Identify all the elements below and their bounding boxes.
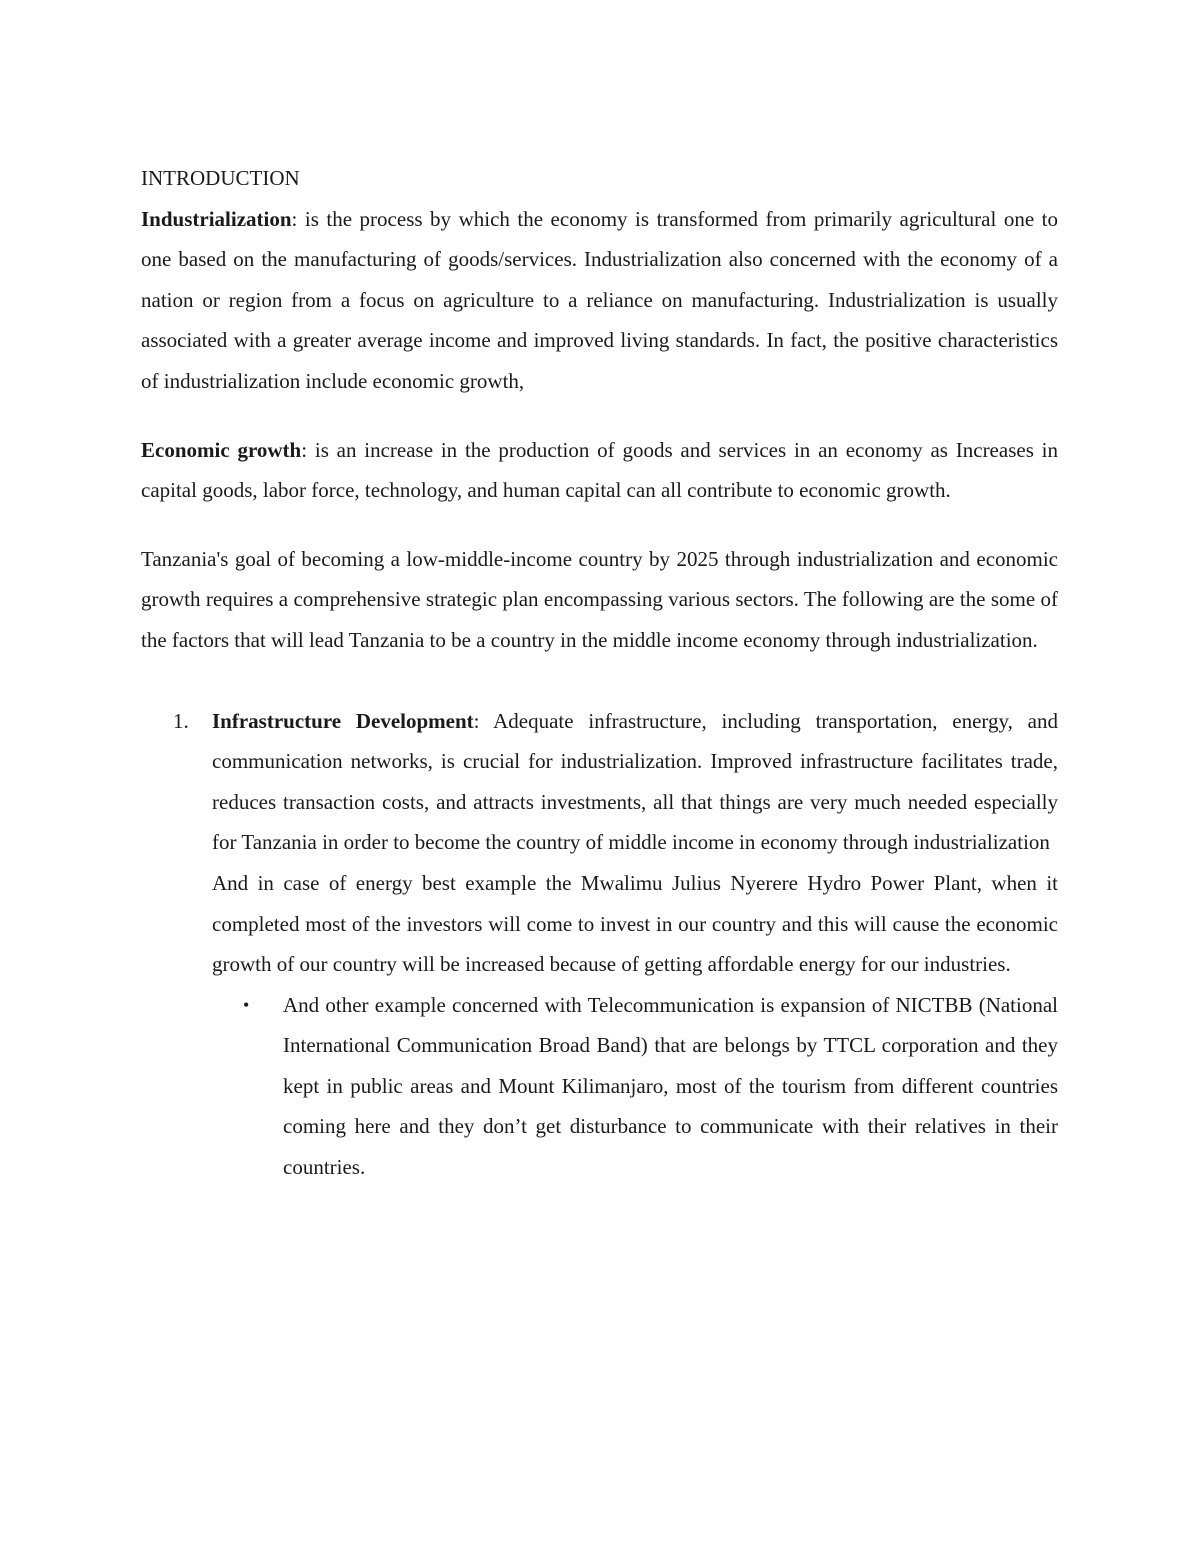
economic-growth-term: Economic growth <box>141 437 302 462</box>
energy-example-paragraph: And in case of energy best example the Mwalimu Julius Nyerere Hydro Power Plant, when it completed most of the investors will come to invest in our country and this will cause the economic growth of our country will be increased because of getting affordable energy for our industries. <box>212 870 1058 977</box>
industrialization-definition: : is the process by which the economy is transformed from primarily agricultural one to one based on the manufacturing of goods/services. Industrialization also concerned with the economy of a nation or region from a focus on agriculture to a reliance on manufacturing. Industrialization is usually associated with a greater average income and improved living standards. In fact, the positive characteristics of industrialization include economic growth, <box>141 206 1058 393</box>
infrastructure-term: Infrastructure Development <box>212 708 474 733</box>
document-page <box>141 158 1058 1188</box>
page-title: INTRODUCTION <box>141 166 300 190</box>
bullet-icon: • <box>243 994 250 1015</box>
industrialization-term: Industrialization <box>141 206 292 231</box>
industrialization-paragraph <box>141 199 1058 402</box>
goal-paragraph: Tanzania's goal of becoming a low-middle-income country by 2025 through industrialization and economic growth requires a comprehensive strategic plan encompassing various sectors. The following are the some of the factors that will lead Tanzania to be a country in the middle income economy through industrialization. <box>141 546 1058 652</box>
economic-growth-paragraph <box>141 430 1058 511</box>
list-number: 1. <box>173 708 189 733</box>
list-item <box>141 701 1058 985</box>
telecommunication-paragraph: And other example concerned with Telecommunication is expansion of NICTBB (National International Communication Broad Band) that are belongs by TTCL corporation and they kept in public areas and Mount Kilimanjaro, most of the tourism from different countries coming here and they don’t get disturbance to communicate with their relatives in their countries. <box>283 992 1058 1180</box>
economic-growth-definition: : is an increase in the production of goods and services in an economy as Increases in capital goods, labor force, technology, and human capital can all contribute to economic growth. <box>141 437 1058 503</box>
infrastructure-text: : Adequate infrastructure, including transportation, energy, and communication networks, is crucial for industrialization. Improved infrastructure facilitates trade, reduces transaction costs, and attracts investments, all that things are very much needed especially for Tanzania in order to become the country of middle income in economy through industrialization <box>212 708 1058 855</box>
bullet-list-item <box>141 985 1058 1188</box>
infrastructure-paragraph <box>212 701 1058 863</box>
